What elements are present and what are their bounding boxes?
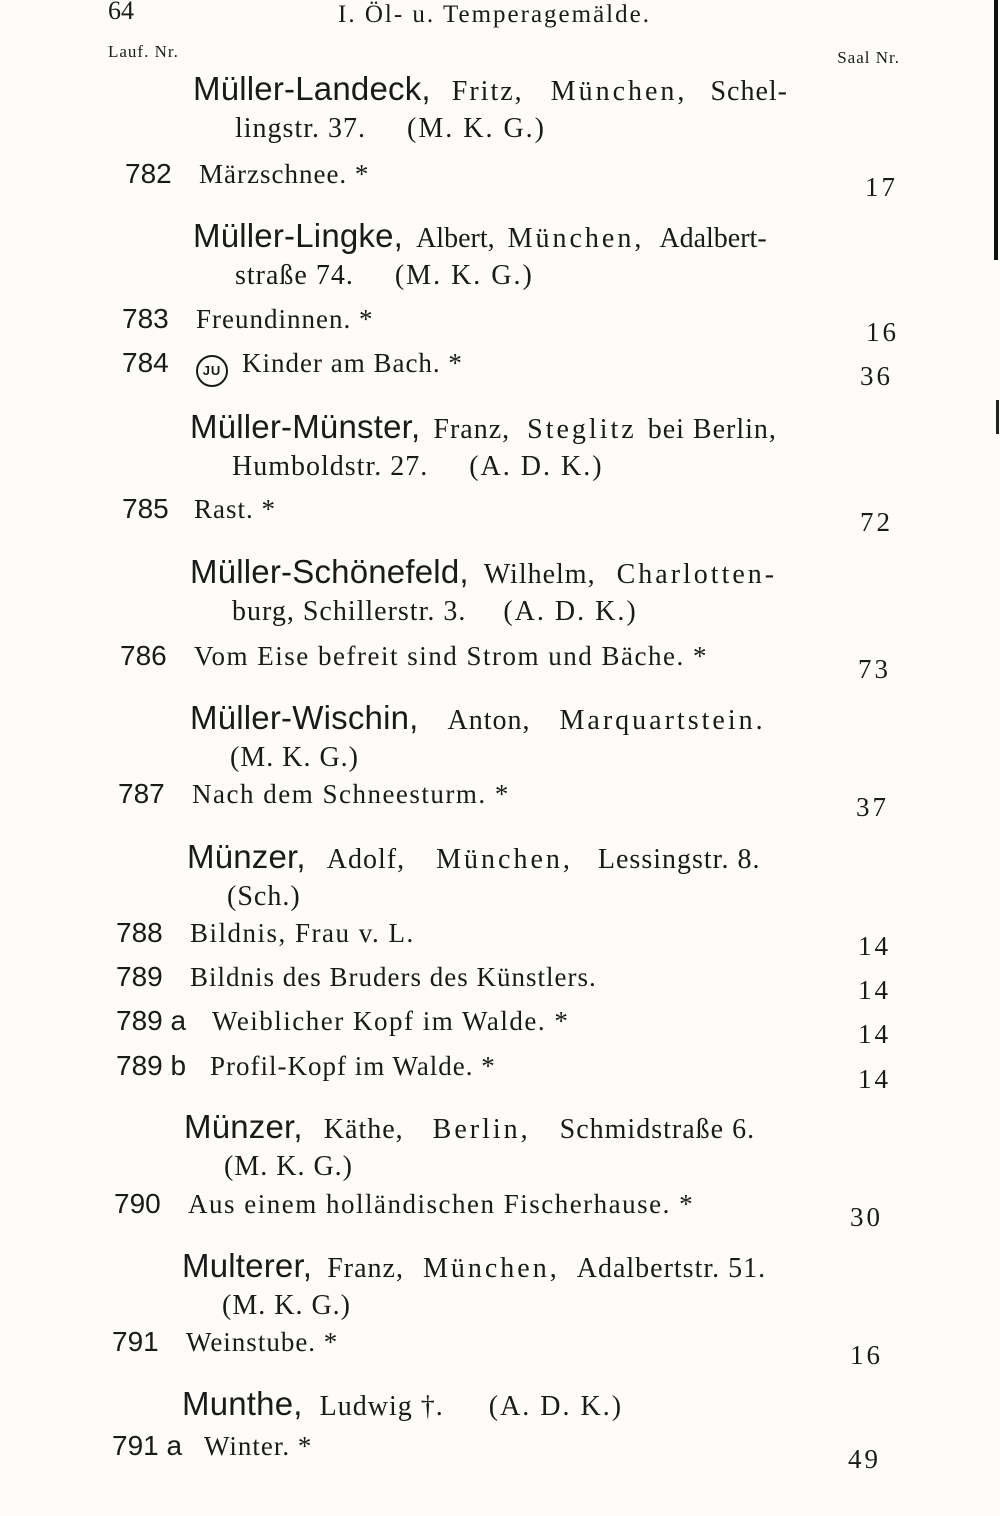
artist-name: Münzer, (184, 1108, 303, 1145)
artwork-title: Weiblicher Kopf im Walde. * (212, 1006, 570, 1036)
page-margin-mark (996, 400, 999, 434)
artist-name: Müller-Münster, (190, 408, 421, 445)
artwork-title: Freundinnen. * (196, 304, 374, 334)
artist-city: Marquartstein. (559, 705, 766, 736)
room-number: 16 (850, 1340, 883, 1370)
artist-address: Schel- (710, 76, 788, 107)
artist-society: (M. K. G.) (224, 1151, 353, 1182)
catalog-number: 787 (118, 778, 165, 809)
catalog-number: 782 (125, 158, 172, 189)
artist-name: Müller-Wischin, (190, 699, 419, 736)
catalog-number: 786 (120, 640, 167, 671)
artist-society: (M. K. G.) (222, 1290, 351, 1321)
artwork-title: Aus einem holländischen Fischerhause. * (188, 1189, 695, 1219)
artist-given-name: Adolf, (326, 844, 406, 875)
catalog-number: 783 (122, 303, 169, 334)
artwork-title: Profil-Kopf im Walde. * (210, 1051, 496, 1081)
room-number: 72 (860, 507, 893, 537)
artist-entry (190, 553, 777, 630)
catalog-number: 791 a (112, 1430, 183, 1461)
page-number: 64 (108, 0, 134, 25)
artist-entry (190, 408, 777, 485)
column-label-saal-nr: Saal Nr. (837, 48, 900, 67)
catalog-number: 790 (114, 1188, 161, 1219)
artist-entry (182, 1247, 766, 1324)
artist-entry (193, 217, 767, 294)
artist-given-name: Käthe, (323, 1114, 404, 1145)
artist-entry (190, 699, 766, 776)
artist-entry (193, 70, 788, 147)
artist-given-name: Franz, (327, 1253, 404, 1284)
room-number: 49 (848, 1444, 881, 1474)
artist-address: Adalbertstr. 51. (576, 1253, 767, 1284)
artist-city: München, (550, 76, 688, 107)
catalog-number: 789 b (116, 1050, 187, 1081)
room-number: 37 (856, 792, 889, 822)
artist-address: bei Berlin, (647, 414, 777, 445)
artist-city: München, (422, 1253, 560, 1284)
artist-name: Müller-Schönefeld, (190, 553, 469, 590)
monogram-badge-icon: JU (196, 355, 228, 387)
artist-given-name: Albert, (416, 223, 495, 254)
catalog-entry (120, 640, 900, 684)
catalog-entry (122, 493, 897, 537)
catalog-entry (122, 303, 899, 347)
artist-name: Munthe, (182, 1385, 303, 1422)
artist-address-cont: Humboldstr. 27. (232, 451, 429, 482)
catalog-entry (116, 1005, 896, 1049)
room-number: 14 (858, 975, 891, 1005)
artist-address: Adalbert- (659, 223, 767, 254)
artist-entry (187, 838, 760, 915)
room-number: 14 (858, 1064, 891, 1094)
catalog-number: 789 (116, 961, 163, 992)
catalog-entry (125, 158, 898, 202)
artist-society: (A. D. K.) (469, 451, 604, 482)
artist-given-name: Anton, (447, 705, 531, 736)
artist-city: Steglitz (527, 414, 637, 445)
catalog-entry (114, 1188, 899, 1232)
catalog-number: 789 a (116, 1005, 187, 1036)
room-number: 17 (865, 172, 898, 202)
artist-name: Multerer, (182, 1247, 313, 1284)
artist-name: Münzer, (187, 838, 306, 875)
room-number: 30 (850, 1202, 883, 1232)
artist-name: Müller-Landeck, (193, 70, 431, 107)
artist-society: (Sch.) (227, 881, 301, 912)
catalog-number: 791 (112, 1326, 159, 1357)
catalog-entry (116, 1050, 896, 1094)
running-title: I. Öl- u. Temperagemälde. (338, 1, 651, 28)
catalog-number: 785 (122, 493, 169, 524)
artwork-title: Bildnis des Bruders des Künstlers. (190, 962, 597, 992)
catalog-entry (116, 917, 896, 961)
artist-city: Charlotten- (616, 559, 778, 590)
room-number: 36 (860, 361, 893, 391)
artist-entry (182, 1385, 623, 1425)
artist-given-name: Fritz, (451, 76, 524, 107)
artist-address: Schmidstraße 6. (559, 1114, 756, 1145)
artwork-title: Bildnis, Frau v. L. (190, 918, 415, 948)
artist-society: (M. K. G.) (230, 742, 359, 773)
artist-name: Müller-Lingke, (193, 217, 404, 254)
room-number: 73 (858, 654, 891, 684)
room-number: 14 (858, 1019, 891, 1049)
artist-address-cont: straße 74. (235, 260, 354, 291)
artwork-title: Märzschnee. * (199, 159, 370, 189)
catalog-entry (116, 961, 896, 1005)
artist-address: Lessingstr. 8. (597, 844, 761, 875)
artist-given-name: Franz, (433, 414, 511, 445)
artist-city: München, (507, 223, 645, 254)
catalog-entry (118, 778, 898, 822)
column-label-lauf-nr: Lauf. Nr. (108, 42, 179, 61)
artist-entry (184, 1108, 755, 1185)
artist-society: (A. D. K.) (488, 1391, 624, 1422)
artwork-title: Winter. * (204, 1431, 313, 1461)
artist-address-cont: lingstr. 37. (235, 113, 367, 144)
artist-given-name: Ludwig †. (319, 1391, 444, 1422)
artist-given-name: Wilhelm, (483, 559, 596, 590)
catalog-entry (112, 1430, 897, 1474)
catalog-entry (122, 347, 897, 391)
artist-society: (M. K. G.) (407, 113, 547, 144)
artist-city: München, (436, 844, 573, 875)
room-number: 14 (858, 931, 891, 961)
artwork-title: Kinder am Bach. * (242, 348, 463, 378)
page-header (0, 0, 1000, 40)
artwork-title: Vom Eise befreit sind Strom und Bäche. * (194, 641, 708, 671)
artwork-title: Nach dem Schneesturm. * (192, 779, 510, 809)
artwork-title: Rast. * (194, 494, 277, 524)
catalog-number: 788 (116, 917, 163, 948)
artist-address-cont: burg, Schillerstr. 3. (232, 596, 467, 627)
room-number: 16 (866, 317, 899, 347)
artist-city: Berlin, (432, 1114, 531, 1145)
catalog-entry (112, 1326, 897, 1370)
artist-society: (M. K. G.) (394, 260, 534, 291)
artwork-title: Weinstube. * (186, 1327, 339, 1357)
artist-society: (A. D. K.) (503, 596, 638, 627)
catalog-number: 784 (122, 347, 169, 378)
